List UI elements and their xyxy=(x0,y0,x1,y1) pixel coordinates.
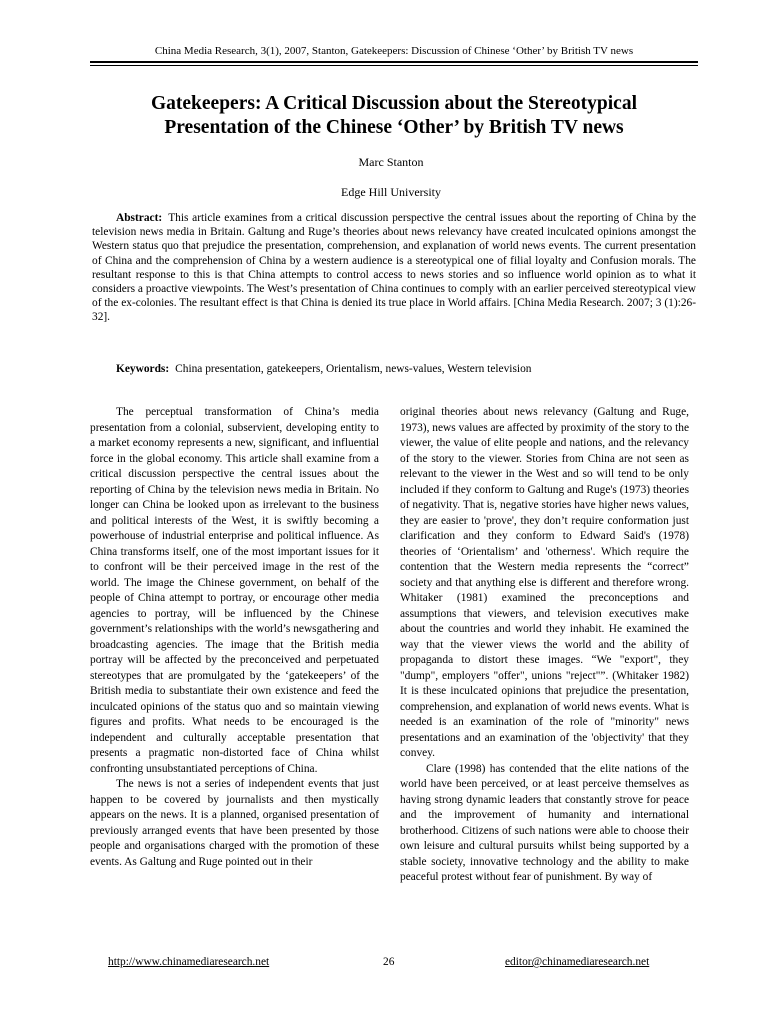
website-link[interactable]: http://www.chinamediaresearch.net xyxy=(108,956,270,968)
article-title: Gatekeepers: A Critical Discussion about the Stereotypical Presentation of the Chinese ‘Other’ by British TV news xyxy=(150,93,637,138)
abstract-label: Abstract: xyxy=(116,212,163,224)
header-rule-thick xyxy=(90,61,698,63)
keywords-label: Keywords: xyxy=(116,363,170,375)
page-number: 26 xyxy=(383,956,395,968)
left-column xyxy=(90,405,379,870)
author-affiliation: Edge Hill University xyxy=(341,185,441,199)
right-column xyxy=(400,405,689,886)
header-rule-thin xyxy=(90,65,698,66)
body-paragraph: The news is not a series of independent events that just happen to be covered by journalists and then mystically appears on the news. It is a planned, organised presentation of previously arranged events that have been presented by those people and organisations charged with the promotion of these events. As Galtung and Ruge pointed out in their xyxy=(90,778,379,868)
body-paragraph: original theories about news relevancy (Galtung and Ruge, 1973), news values are affected by proximity of the story to the viewer, the value of elite people and nations, and the relevancy of the story to the viewer. Stories from China are not seen as relevant to the viewer in the West and so will tend to be only included if they conform to Galtung and Ruge's (1973) theories of negativity. That is, negative stories have higher news values, they are easier to 'prove', they don’t require conformation just clarification and they conform to Edward Said's (1978) theories of ‘Orientalism’ and 'otherness'. Which require the contention that the Western media represents the “correct” society and that anything else is different and therefore wrong. Whitaker (1981) examined the preconceptions and assumptions that viewers, and television executives make about the countries and world they inhabit. He examined the way that the viewer views the world and the ability of propaganda to distort these images. “We "export", they "dump", employers "offer", unions "reject"”. (Whitaker 1982) It is these inculcated opinions that prejudice the presentation, comprehension, and explanation of world news events. What is needed is an examination of the role of "minority" news presentations and an examination of the 'objectivity' that they convey. xyxy=(400,406,689,759)
author-name: Marc Stanton xyxy=(358,155,424,169)
body-paragraph: The perceptual transformation of China’s media presentation from a colonial, subservient, developing entity to a market economy represents a new, significant, and influential force in the global economy. This article shall examine from a critical discussion perspective the central issues about the reporting of China by the television news media in Britain. No longer can China be looked upon as irrelevant to the business and political interests of the West, it is swiftly becoming a powerhouse of industrial enterprise and political influence. As China transforms itself, one of the most important issues for it to confront will be their perceived image in the rest of the world. The image the Chinese government, on behalf of the people of China attempt to portray, or encourage other media agencies to portray, will be influenced by the Chinese government’s relationships with the world’s newsgathering and broadcasting agencies. The image that the British media portray will be affected by the preconceived and perpetuated stereotypes that are promulgated by the ‘gatekeepers’ of the British media to substantiate their own existence and feed the inculcated opinions of the status quo and so maintain viewing figures and profits. What needs to be encouraged is the independent and culturally acceptable presentation that presents a pragmatic non-distorted face of China whilst confronting unsubstantiated perceptions of China. xyxy=(90,406,379,775)
keywords xyxy=(116,362,696,376)
running-header: China Media Research, 3(1), 2007, Stanton, Gatekeepers: Discussion of Chinese ‘Other’ by British TV news xyxy=(154,45,634,57)
body-paragraph: Clare (1998) has contended that the elite nations of the world have been perceived, or at least perceive themselves as having strong dynamic leaders that constantly strove for peace and the improvement of humanity and international brotherhood. Citizens of such nations were able to choose their own leisure and cultural pursuits whilst being supported by a stable society, innovative technology and the ability to make peaceful protest without fear of punishment. By way of xyxy=(400,762,689,883)
keywords-text: China presentation, gatekeepers, Orientalism, news-values, Western television xyxy=(175,363,532,375)
abstract xyxy=(92,211,696,325)
email-link[interactable]: editor@chinamediaresearch.net xyxy=(505,956,650,968)
abstract-text: This article examines from a critical discussion perspective the central issues about the reporting of China by the television news media in Britain. Galtung and Ruge’s theories about news relevancy have created inculcated opinions amongst the Western status quo that prejudice the presentation, comprehension, and explanation of world news events. The current presentation of China and the comprehension of China by a western audience is a stereotypical one of filial loyalty and Confusion morals. The resultant response to this is that China attempts to control access to news stories and so influence world opinion as to what it considers a proactive viewpoints. The West’s presentation of China continues to comply with an earlier perceived stereotypical view of the ex-colonies. The resultant effect is that China is denied its true place in World affairs. [China Media Research. 2007; 3 (1):26-32]. xyxy=(92,212,696,324)
